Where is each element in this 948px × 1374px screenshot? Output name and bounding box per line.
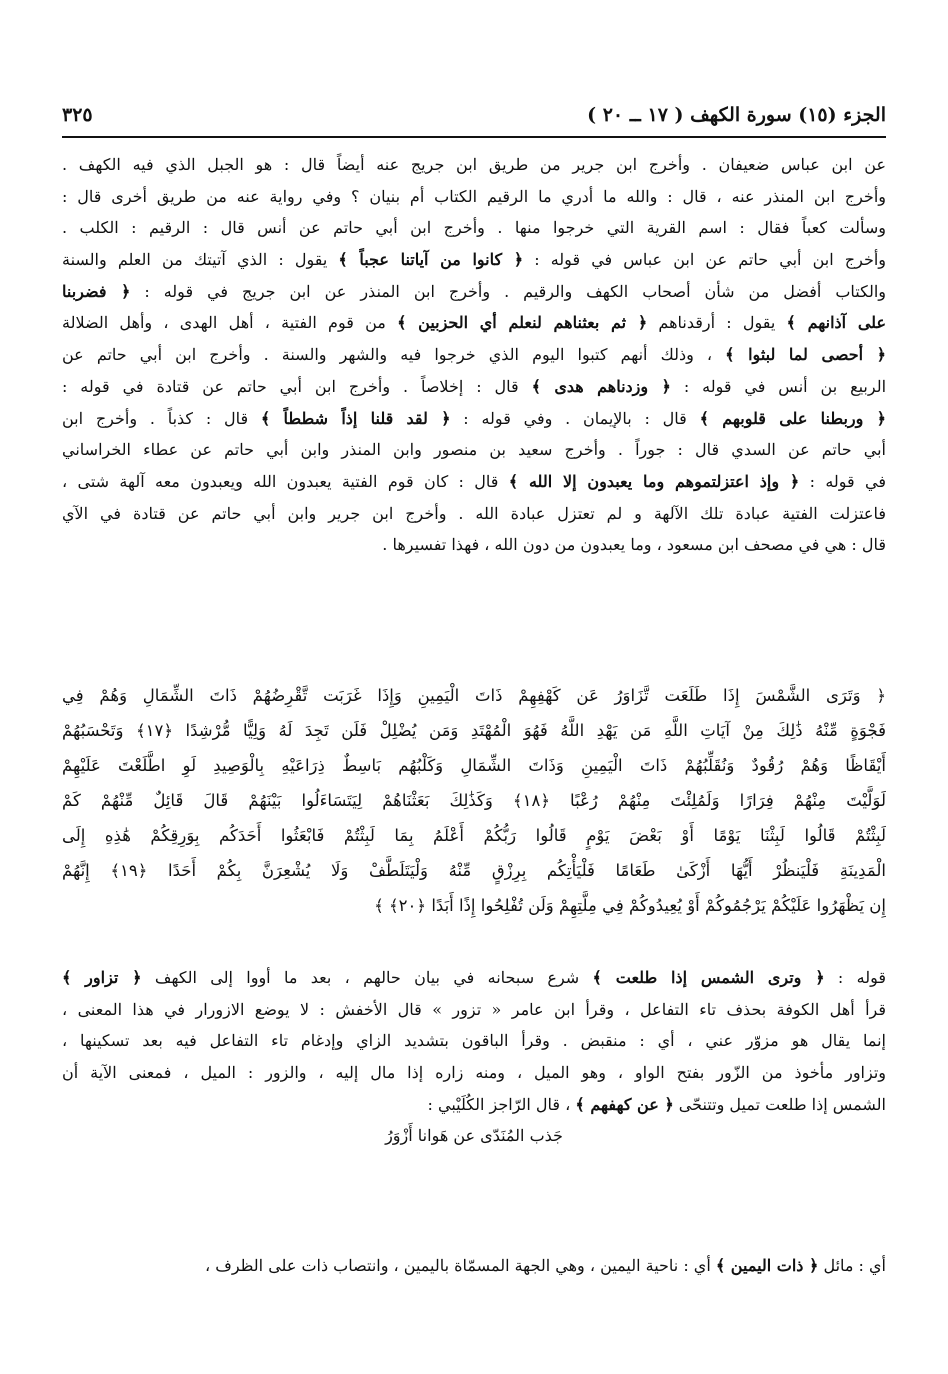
poem-line: جَذب المُنَدّى عن هَوانا أَزْوَرُ: [385, 1126, 563, 1145]
commentary-top: [62, 149, 886, 561]
quran-quote: ﴿ لقد قلنا إذاً شططاً ﴾: [260, 408, 451, 428]
running-title: الجزء (١٥) سورة الكهف ( ١٧ ــ ٢٠ ): [587, 104, 886, 126]
text-segment: أبي حاتم عن السدي قال : جوراً . وأخرج سعيد بن منصور وابن المنذر وابن أبي حاتم عن عطاء الخراساني: [62, 440, 886, 460]
text-line: [62, 466, 886, 498]
text-segment: قال : كان قوم الفتية يعبدون الله ويعبدون معه آلهة شتى ،: [62, 471, 509, 491]
text-line: [62, 1089, 886, 1121]
text-line: [62, 1025, 886, 1057]
text-line: [62, 244, 886, 276]
text-line: [62, 1057, 886, 1089]
verse-line: فَجْوَةٍ مِّنْهُ ذَٰلِكَ مِنْ آيَاتِ اللَّهِ مَن يَهْدِ اللَّهُ فَهُوَ الْمُهْتَدِ وَمَن يُضْلِلْ فَلَن تَجِدَ لَهُ وَلِيًّا مُّرْشِدًا ﴿١٧﴾ وَتَحْسَبُهُمْ: [62, 721, 886, 740]
verse-line: أَيْقَاظًا وَهُمْ رُقُودٌ وَنُقَلِّبُهُمْ ذَاتَ الْيَمِينِ وَذَاتَ الشِّمَالِ وَكَلْبُهُم بَاسِطٌ ذِرَاعَيْهِ بِالْوَصِيدِ لَوِ اطَّلَعْتَ عَلَيْهِمْ: [62, 756, 886, 775]
page-number: ٣٢٥: [62, 104, 93, 126]
text-line: [62, 403, 886, 435]
verse-line: ﴿ وَتَرَى الشَّمْسَ إِذَا طَلَعَت تَّزَاوَرُ عَن كَهْفِهِمْ ذَاتَ الْيَمِينِ وَإِذَا غَرَبَت تَّقْرِضُهُمْ ذَاتَ الشِّمَالِ وَهُمْ فِي: [62, 686, 886, 705]
text-line: [62, 371, 886, 403]
text-segment: وسألت كعباً فقال : اسم القرية التي خرجوا منها . وأخرج ابن أبي حاتم عن أنس قال : الرقيم : الكلب .: [62, 218, 886, 238]
text-segment: في قوله :: [799, 471, 886, 491]
text-segment: يقول : أرقدناهم: [647, 313, 787, 333]
quran-quote: ﴿ أحصى لما لبثوا ﴾: [725, 345, 886, 365]
quran-quote: ﴿ عن كهفهم ﴾: [575, 1094, 674, 1114]
text-segment: وأخرج ابن أبي حاتم عن ابن عباس في قوله :: [523, 250, 886, 270]
text-line: [62, 962, 886, 994]
text-line: [62, 1250, 886, 1282]
verse-line: الْمَدِينَةِ فَلْيَنظُرْ أَيُّهَا أَزْكَىٰ طَعَامًا فَلْيَأْتِكُم بِرِزْقٍ مِّنْهُ وَلْيَتَلَطَّفْ وَلَا يُشْعِرَنَّ بِكُمْ أَحَدًا ﴿١٩﴾ إِنَّهُمْ: [62, 861, 886, 880]
text-segment: أي : مائل: [818, 1256, 886, 1275]
text-segment: ، قال الرّاجز الكُلَيْبي :: [427, 1094, 576, 1114]
text-segment: والكتاب أفضل من شأن أصحاب الكهف والرقيم . وأخرج ابن المنذر عن ابن جريج في قوله :: [130, 281, 886, 301]
verse-line: لَبِثْتُمْ قَالُوا لَبِثْنَا يَوْمًا أَوْ بَعْضَ يَوْمٍ قَالُوا رَبُّكُمْ أَعْلَمُ بِمَا لَبِثْتُمْ فَابْعَثُوا أَحَدَكُم بِوَرِقِكُمْ هَٰذِهِ إِلَى: [62, 826, 886, 845]
quran-quote: ﴿ كانوا من آياتنا عجباً ﴾: [338, 250, 524, 270]
text-segment: قوله :: [824, 968, 886, 987]
text-line: [62, 307, 886, 339]
text-segment: وتزاور مأخوذ من الزّور بفتح الواو ، وهو الميل ، ومنه زاره إذا مال إليه ، والزور : الميل ، فمعنى الآية أن: [62, 1063, 886, 1083]
text-line: [62, 181, 886, 213]
text-segment: قال : بالإيمان . وفي قوله :: [450, 408, 700, 428]
quran-quote: ﴿ وزدناهم هدى ﴾: [531, 376, 671, 396]
commentary-end: [62, 1250, 886, 1282]
quran-quote: ﴿ ثم بعثناهم لنعلم أي الحزبين ﴾: [397, 313, 648, 333]
text-segment: عن ابن عباس ضعيفان . وأخرج ابن جرير من طريق ابن جريج عنه أيضاً قال : هو الجبل الذي فيه الكهف .: [62, 155, 886, 174]
text-segment: ، وذلك أنهم كتبوا اليوم الذي خرجوا فيه والشهر والسنة . وأخرج ابن أبي حاتم عن: [62, 345, 726, 365]
text-line: [62, 434, 886, 466]
text-segment: من قوم الفتية ، أهل الهدى ، وأهل الضلالة: [62, 313, 398, 333]
text-line: [62, 339, 886, 371]
text-line: [62, 212, 886, 244]
text-segment: قال : كذباً . وأخرج ابن: [62, 408, 261, 428]
page-header: [62, 96, 886, 138]
poem-verse: [62, 1120, 886, 1152]
text-line: [62, 276, 886, 308]
verse-line: إِن يَظْهَرُوا عَلَيْكُمْ يَرْجُمُوكُمْ أَوْ يُعِيدُوكُمْ فِي مِلَّتِهِمْ وَلَن تُفْلِحُوا إِذًا أَبَدًا ﴿٢٠﴾ ﴾: [374, 896, 886, 915]
text-line: [62, 529, 886, 561]
text-segment: الربيع بن أنس في قوله :: [670, 376, 886, 396]
quran-quote: على آذانهم ﴾: [786, 313, 886, 333]
quran-quote: ﴿ وربطنا على قلوبهم ﴾: [699, 408, 886, 428]
text-segment: أي : ناحية اليمين ، وهي الجهة المسمّاة باليمين ، وانتصاب ذات على الظرف ،: [205, 1256, 716, 1275]
text-segment: يقول : الذي آتيتك من العلم والسنة: [62, 250, 339, 270]
commentary-bottom: [62, 962, 886, 1120]
text-line: [62, 149, 886, 181]
text-segment: إنما يقال هو مزوّر عني ، أي : منقبض . وقرأ الباقون بتشديد الزاي وإدغام تاء التفاعل فيه بعد تسكينها ،: [62, 1031, 886, 1051]
text-segment: شرع سبحانه في بيان حالهم ، بعد ما أووا إلى الكهف: [141, 968, 593, 987]
text-segment: الشمس إذا طلعت تميل وتتنحّى: [673, 1094, 886, 1114]
text-segment: فاعتزلت الفتية عبادة تلك الآلهة و لم تعتزل عبادة الله . وأخرج ابن جرير وابن أبي حاتم عن قتادة في الآي: [62, 503, 886, 523]
text-segment: قرأ أهل الكوفة بحذف تاء التفاعل ، وقرأ ابن عامر « تزور » قال الأخفش : لا يوضع الازورار في هذا المعنى ،: [62, 999, 886, 1019]
text-line: [62, 498, 886, 530]
quran-quote: ﴿ تزاور ﴾: [62, 968, 142, 987]
quran-quote: ﴿ وترى الشمس إذا طلعت ﴾: [592, 968, 825, 987]
quran-quote: ﴿ وإذ اعتزلتموهم وما يعبدون إلا الله ﴾: [508, 471, 800, 491]
text-segment: وأخرج ابن المنذر عنه ، قال : والله ما أدري ما الرقيم الكتاب أم بنيان ؟ وفي رواية عنه من طريق أخرى قال :: [62, 186, 886, 206]
text-line: [62, 994, 886, 1026]
verse-line: لَوَلَّيْتَ مِنْهُمْ فِرَارًا وَلَمُلِئْتَ مِنْهُمْ رُعْبًا ﴿١٨﴾ وَكَذَٰلِكَ بَعَثْنَاهُمْ لِيَتَسَاءَلُوا بَيْنَهُمْ قَالَ قَائِلٌ مِّنْهُمْ كَمْ: [62, 791, 886, 810]
quran-verse-block: [62, 678, 886, 923]
quran-quote: ﴿ فضربنا: [62, 281, 131, 301]
text-segment: قال : إخلاصاً . وأخرج ابن أبي حاتم عن قتادة في قوله :: [62, 376, 532, 396]
quran-quote: ﴿ ذات اليمين ﴾: [715, 1256, 819, 1275]
text-segment: قال : هي في مصحف ابن مسعود ، وما يعبدون من دون الله ، فهذا تفسيرها .: [382, 535, 886, 555]
